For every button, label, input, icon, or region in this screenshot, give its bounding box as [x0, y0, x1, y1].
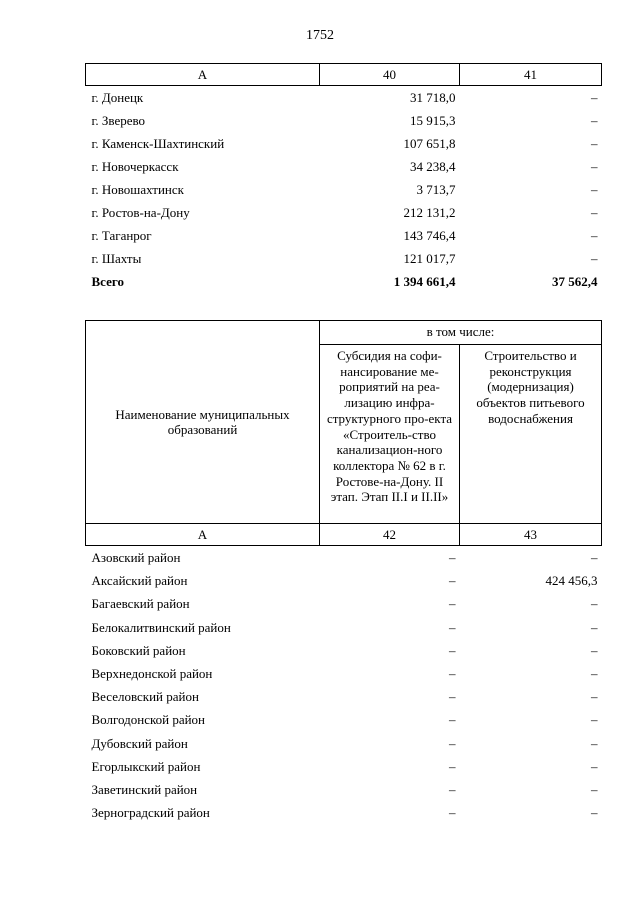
value-col-42: –: [449, 805, 456, 821]
value-col-41: –: [591, 159, 598, 174]
table-row: [86, 685, 602, 708]
table-top-header-row: [86, 64, 602, 86]
municipality-name: Заветинский район: [91, 781, 198, 797]
total-col-41: 37 562,4: [552, 274, 598, 289]
table-row: [86, 109, 602, 132]
value-col-41: –: [591, 90, 598, 105]
table-row: [86, 569, 602, 592]
municipality-name: г. Донецк: [91, 90, 144, 105]
table-row: [86, 86, 602, 110]
value-col-43: –: [591, 665, 598, 681]
municipality-name: Веселовский район: [91, 689, 199, 705]
value-col-40: 143 746,4: [403, 228, 456, 243]
value-col-40: 212 131,2: [403, 205, 456, 220]
value-col-43: –: [591, 642, 598, 658]
value-col-41: –: [591, 182, 598, 197]
value-col-43: –: [591, 735, 598, 751]
table-row: [86, 616, 602, 639]
table-row: [86, 546, 602, 570]
table-row: [86, 755, 602, 778]
water-supply-header: Строительство и реконструкция (модернизация) объектов питьевого водоснабжения: [460, 345, 602, 524]
value-col-42: –: [449, 781, 456, 797]
table-top: [85, 63, 602, 293]
value-col-43: –: [591, 596, 598, 612]
value-col-42: –: [449, 712, 456, 728]
municipality-name: г. Зверево: [91, 113, 146, 128]
total-label: Всего: [91, 274, 124, 289]
municipality-name: г. Каменск-Шахтинский: [91, 136, 225, 151]
page-number: 1752: [306, 28, 334, 43]
value-col-40: 107 651,8: [403, 136, 456, 151]
value-col-41: –: [591, 136, 598, 151]
value-col-42: –: [449, 619, 456, 635]
table-row: [86, 247, 602, 270]
municipality-name: Зерноградский район: [91, 805, 210, 821]
municipality-name: г. Новошахтинск: [91, 182, 184, 197]
table-row: [86, 778, 602, 801]
municipality-name: г. Новочеркасск: [91, 159, 179, 174]
table-bottom-header-row-1: [86, 321, 602, 345]
value-col-42: –: [449, 550, 456, 565]
municipality-name: г. Ростов-на-Дону: [91, 205, 190, 220]
table-row: [86, 132, 602, 155]
table-row: [86, 708, 602, 731]
value-col-43: –: [591, 758, 598, 774]
table-row: [86, 178, 602, 201]
value-col-43: –: [591, 712, 598, 728]
value-col-41: –: [591, 113, 598, 128]
table-row: [86, 592, 602, 615]
table-row: [86, 801, 602, 824]
column-number-42: 42: [320, 524, 460, 546]
table-bottom-column-numbers: [86, 524, 602, 546]
municipality-name: Волгодонской район: [91, 712, 206, 728]
municipality-name: Белокалитвинский район: [91, 619, 231, 635]
column-number-a: А: [86, 524, 320, 546]
value-col-41: –: [591, 251, 598, 266]
value-col-42: –: [449, 573, 456, 589]
table-row: [86, 224, 602, 247]
table-row: [86, 639, 602, 662]
municipality-name-header: Наименование муниципальных образований: [86, 321, 320, 524]
value-col-41: –: [591, 228, 598, 243]
including-header: в том числе:: [320, 321, 602, 345]
table-row: [86, 732, 602, 755]
municipality-name: Азовский район: [91, 550, 181, 565]
value-col-42: –: [449, 665, 456, 681]
value-col-40: 15 915,3: [410, 113, 456, 128]
value-col-40: 31 718,0: [410, 90, 456, 105]
municipality-name: Багаевский район: [91, 596, 190, 612]
municipality-name: Боковский район: [91, 642, 186, 658]
value-col-42: –: [449, 642, 456, 658]
table-row: [86, 201, 602, 224]
municipality-name: Верхнедонской район: [91, 665, 213, 681]
column-header-41: 41: [460, 64, 602, 86]
table-bottom: [85, 320, 602, 824]
municipality-name: Дубовский район: [91, 735, 188, 751]
table-row: [86, 662, 602, 685]
value-col-43: –: [591, 805, 598, 821]
value-col-42: –: [449, 689, 456, 705]
municipality-name: Егорлыкский район: [91, 758, 201, 774]
value-col-43: 424 456,3: [545, 573, 598, 589]
value-col-40: 3 713,7: [416, 182, 456, 197]
total-row: [86, 270, 602, 293]
value-col-43: –: [591, 781, 598, 797]
municipality-name: г. Шахты: [91, 251, 142, 266]
value-col-42: –: [449, 735, 456, 751]
value-col-41: –: [591, 205, 598, 220]
value-col-42: –: [449, 596, 456, 612]
municipality-name: г. Таганрог: [91, 228, 152, 243]
value-col-42: –: [449, 758, 456, 774]
value-col-40: 34 238,4: [410, 159, 456, 174]
value-col-43: –: [591, 550, 598, 565]
value-col-43: –: [591, 689, 598, 705]
total-col-40: 1 394 661,4: [393, 274, 456, 289]
column-header-40: 40: [320, 64, 460, 86]
municipality-name: Аксайский район: [91, 573, 188, 589]
column-header-a: А: [86, 64, 320, 86]
table-row: [86, 155, 602, 178]
column-number-43: 43: [460, 524, 602, 546]
value-col-43: –: [591, 619, 598, 635]
subsidy-header: Субсидия на софи-нансирование ме-роприятий на реа-лизацию инфра-структурного про-екта «Строитель-ство канализацион-ного коллектора № 62 в г. Ростове-на-Дону. II этап. Этап II.I и II.II»: [320, 345, 460, 524]
value-col-40: 121 017,7: [403, 251, 456, 266]
